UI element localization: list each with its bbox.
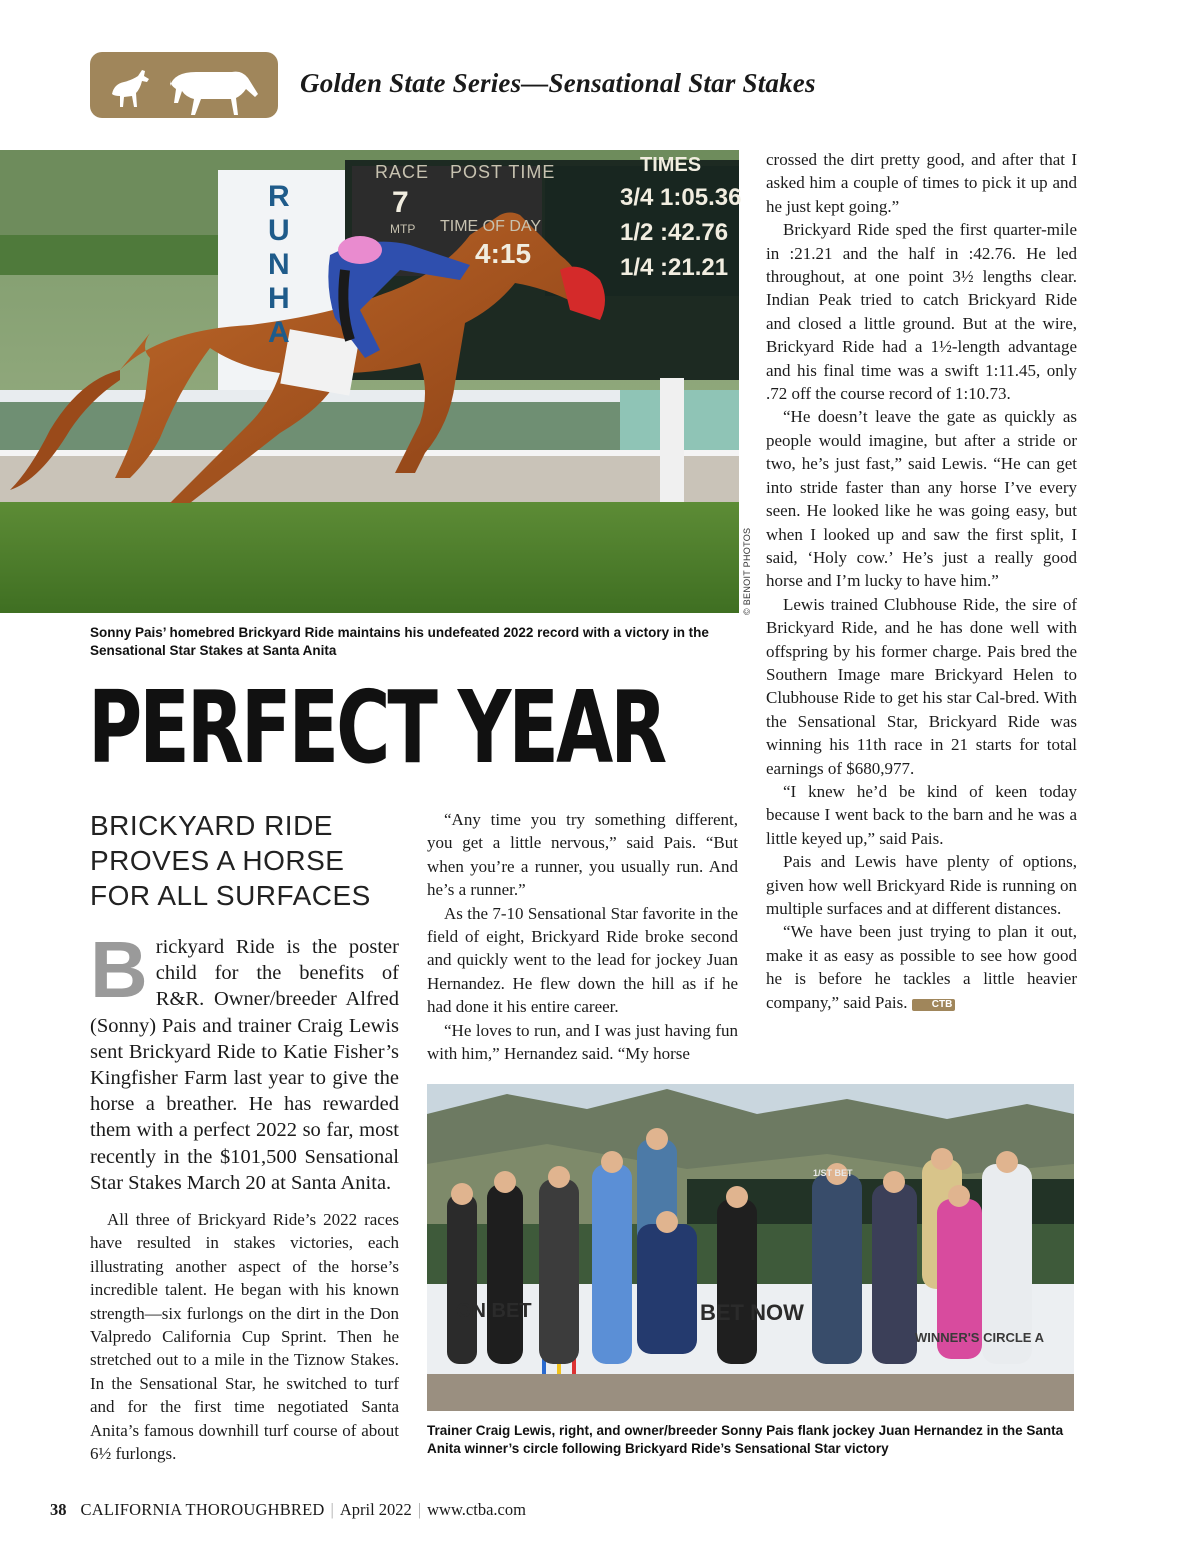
paragraph: All three of Brickyard Ride’s 2022 races have resulted in stakes victories, each illustrating another aspect of the horse’s incredible talent. He began with his known strength—six furlongs on the dirt in the Don Valpredo California Cup Sprint. Then he stretched out to a mile in the Tiznow Stakes. In the Sensational Star, he switched to turf and for the first time negotiated Santa Anita’s famous downhill turf course of about 6½ furlongs.	[90, 1210, 399, 1464]
paragraph: “Any time you try something different, you get a little nervous,” said Pais. “But when you’re a runner, you usually run. And he’s a runner.”	[427, 810, 738, 900]
lead-text: rickyard Ride is the poster child for the benefits of R&R. Owner/breeder Alfred (Sonny) Pais and trainer Craig Lewis sent Brickyard Ride to Katie Fisher’s Kingfisher Farm last year to give the horse a breather. He has rewarded them with a perfect 2022 so far, most recently in the $101,500 Sensational Star Stakes March 20 at Santa Anita.	[90, 936, 399, 1194]
tote-race-number: 7	[392, 186, 409, 219]
banner-mid-text: BET NOW	[700, 1300, 804, 1325]
magazine-name: CALIFORNIA THOROUGHBRED	[80, 1500, 325, 1519]
tote-splits	[620, 180, 741, 285]
tote-split: 3/4 1:05.36	[620, 184, 742, 211]
bottom-photo-caption: Trainer Craig Lewis, right, and owner/breeder Sonny Pais flank jockey Juan Hernandez in the Santa Anita winner’s circle following Brickyard Ride’s Sensational Star victory	[427, 1423, 1064, 1456]
footer-separator: |	[417, 1500, 422, 1519]
website-link[interactable]: www.ctba.com	[427, 1500, 526, 1519]
tote-race-label: RACE	[375, 162, 430, 182]
subhead: BRICKYARD RIDE PROVES A HORSE FOR ALL SURFACES	[90, 810, 371, 911]
banner-left-text: ON BET	[456, 1300, 532, 1322]
tote-time-of-day-label: TIME OF DAY	[440, 218, 542, 235]
top-photo-caption: Sonny Pais’ homebred Brickyard Ride maintains his undefeated 2022 record with a victory in the Sensational Star Stakes at Santa Anita	[90, 625, 709, 658]
photo-credit-text: © BENOIT PHOTOS	[742, 527, 752, 615]
ctb-end-badge: CTB	[912, 999, 956, 1011]
logo-badge	[90, 52, 278, 118]
article-column-2	[427, 808, 738, 1065]
tote-mtp-label: MTP	[390, 222, 416, 236]
page-footer	[50, 1500, 526, 1520]
tote-post-time-label: POST TIME	[450, 162, 556, 182]
paragraph: crossed the dirt pretty good, and after that I asked him a couple of times to pick it up and he just kept going.”	[766, 150, 1077, 216]
winners-circle-photo	[427, 1084, 1074, 1411]
page-number: 38	[50, 1500, 67, 1519]
tote-time-of-day: 4:15	[475, 238, 532, 269]
paragraph: “He loves to run, and I was just having fun with him,” Hernandez said. “My horse	[427, 1020, 738, 1064]
paragraph: Pais and Lewis have plenty of options, given how well Brickyard Ride is running on multiple surfaces and at different distances.	[766, 852, 1077, 918]
tote-times-label: TIMES	[640, 154, 702, 176]
final-text: “We have been just trying to plan it out, make it as easy as possible to see how good he is before he tackles a little heavier company,” said Pais.	[766, 922, 1077, 1012]
sign-text: RUNHA	[268, 180, 290, 349]
winners-circle-illustration	[427, 1084, 1074, 1411]
article-column-3	[766, 148, 1077, 1014]
series-title: Golden State Series—Sensational Star Stakes	[300, 68, 816, 98]
paragraph-final	[766, 920, 1077, 1014]
drop-cap: B	[90, 925, 148, 1014]
tote-split: 1/4 :21.21	[620, 254, 729, 281]
horse-silhouettes-icon	[90, 52, 278, 118]
footer-separator: |	[330, 1500, 334, 1519]
photo-credit	[742, 527, 756, 615]
board-label: 1/ST BET	[813, 1168, 853, 1178]
issue-date: April 2022	[339, 1500, 412, 1519]
paragraph: Lewis trained Clubhouse Ride, the sire of Brickyard Ride, and he has done well with offspring by his former charge. Pais bred the Southern Image mare Brickyard Helen to Clubhouse Ride to get his star Cal-bred. With the Sensational Star, Brickyard Ride was winning his 11th race in 21 starts for total earnings of $680,977.	[766, 594, 1077, 778]
article-column-1	[90, 1208, 399, 1465]
paragraph: As the 7-10 Sensational Star favorite in the field of eight, Brickyard Ride broke second and quickly went to the lead for jockey Juan Hernandez. He flew down the hill as if he had done it his entire career.	[427, 903, 738, 1017]
tote-split: 1/2 :42.76	[620, 219, 729, 246]
paragraph: “I knew he’d be kind of keen today because I went back to the barn and he was a little keyed up,” said Pais.	[766, 781, 1077, 848]
banner-right-text: WINNER'S CIRCLE A	[915, 1330, 1044, 1345]
article-lead	[90, 925, 399, 1196]
headline: PERFECT YEAR	[88, 669, 665, 786]
paragraph: “He doesn’t leave the gate as quickly as people would imagine, but after a stride or two, he’s just fast,” said Lewis. “He can get into stride faster than any horse I’ve every seen. He looked like he was going easy, but when I looked up and saw the first split, I said, ‘Holy cow.’ He’s just a really good horse and I’m lucky to have him.”	[766, 407, 1077, 591]
paragraph: Brickyard Ride sped the first quarter-mile in :21.21 and the half in :42.76. He led throughout, at one point 3½ lengths clear. Indian Peak tried to catch Brickyard Ride and closed a little ground. But at the wire, Brickyard Ride had a 1½-length advantage and his final time was a swift 1:11.45, only .72 off the course record of 1:10.73.	[766, 220, 1077, 404]
